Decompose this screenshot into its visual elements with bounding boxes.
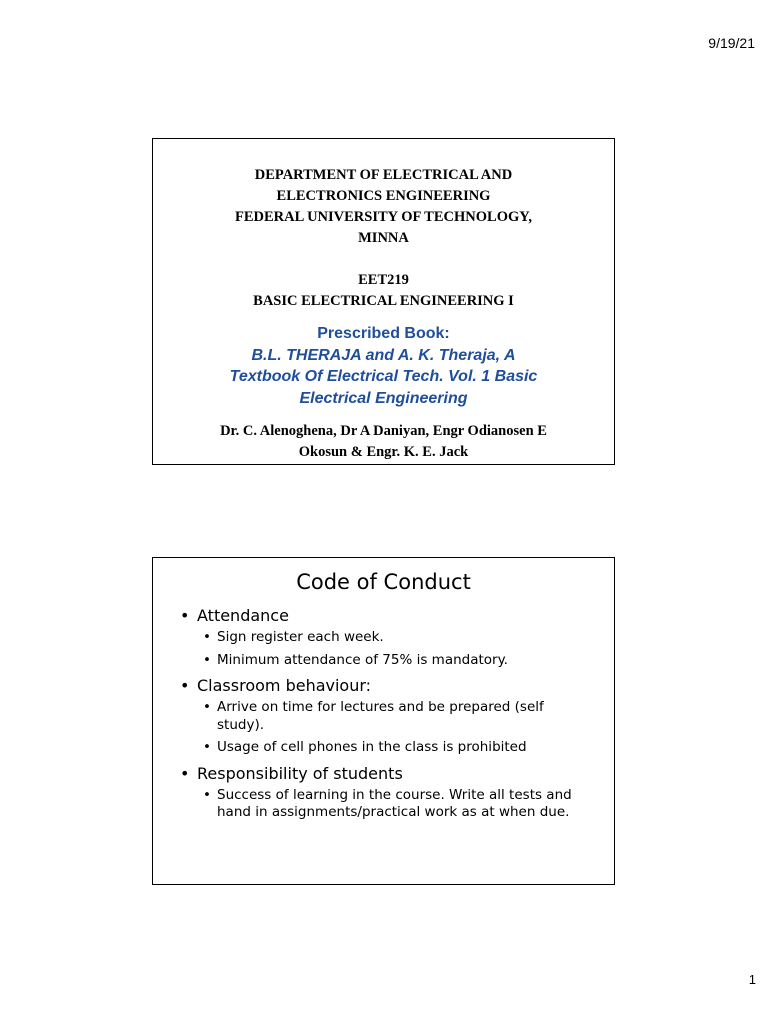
- dept-line: DEPARTMENT OF ELECTRICAL AND: [254, 167, 513, 183]
- authors: [153, 421, 614, 463]
- prescribed-book: [153, 323, 614, 409]
- title-slide: [152, 138, 615, 465]
- page-number: 1: [748, 972, 756, 987]
- course-heading: [153, 270, 614, 312]
- course-title: BASIC ELECTRICAL ENGINEERING I: [253, 293, 514, 309]
- page-date: 9/19/21: [708, 35, 755, 51]
- bullet-list: [153, 604, 614, 827]
- book-line: B.L. THERAJA and A. K. Theraja, A: [251, 346, 516, 364]
- course-code: EET219: [358, 272, 409, 288]
- book-line: Electrical Engineering: [299, 389, 468, 407]
- author-line: Okosun & Engr. K. E. Jack: [298, 444, 469, 460]
- dept-line: FEDERAL UNIVERSITY OF TECHNOLOGY,: [234, 209, 533, 225]
- list-item: • Success of learning in the course. Write all tests and hand in assignments/practical work as at when due.: [153, 787, 614, 822]
- code-of-conduct-slide: [152, 557, 615, 885]
- list-item: • Sign register each week.: [153, 629, 614, 647]
- dept-line: ELECTRONICS ENGINEERING: [276, 188, 491, 204]
- list-item: • Arrive on time for lectures and be prepared (self study).: [153, 699, 614, 734]
- section-attendance: • Attendance: [153, 604, 614, 627]
- prescribed-label: Prescribed Book:: [317, 325, 450, 342]
- book-line: Textbook Of Electrical Tech. Vol. 1 Basic: [229, 368, 538, 385]
- list-item: • Minimum attendance of 75% is mandatory.: [153, 652, 614, 670]
- section-responsibility: • Responsibility of students: [153, 762, 614, 785]
- department-heading: [153, 165, 614, 249]
- slide-title: Code of Conduct: [296, 570, 471, 594]
- list-item: • Usage of cell phones in the class is prohibited: [153, 739, 614, 757]
- dept-line: MINNA: [358, 230, 409, 246]
- section-classroom-behaviour: • Classroom behaviour:: [153, 674, 614, 697]
- author-line: Dr. C. Alenoghena, Dr A Daniyan, Engr Odianosen E: [220, 423, 547, 439]
